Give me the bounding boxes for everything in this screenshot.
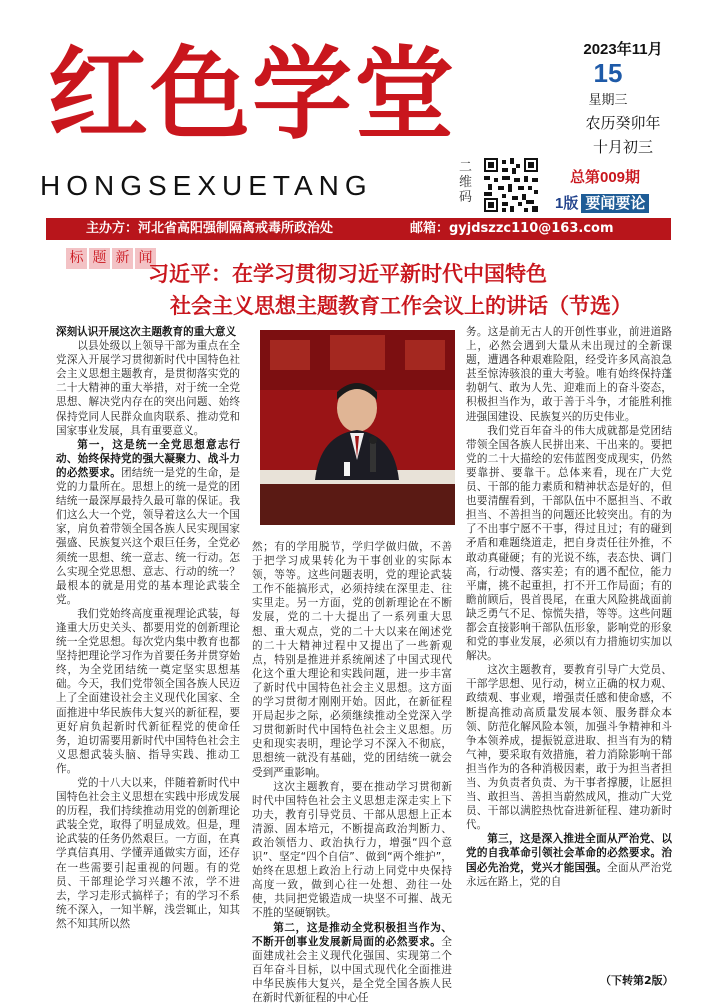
- date-year-month: 2023年11月: [583, 41, 663, 58]
- paragraph: 党的十八大以来，伴随着新时代中国特色社会主义思想在实践中形成发展的历程，我们持续推动用党的创新理论武装全党，取得了明显成效。但是，理论武装的任务仍然艰巨。一方面，在真学真信真用、学懂弄通做实方面，还存在一些需要引起重视的问题。有的党员、干部理论学习兴趣不浓，学不进去，学习走形式搞样子；有的学习不系统不深入，一知半解，浅尝辄止，知其然不知其所以然: [56, 777, 240, 930]
- section-heading: 深刻认识开展这次主题教育的重大意义: [56, 326, 237, 338]
- paragraph: 然；有的学用脱节，学归学做归做，不善于把学习成果转化为干事创业的实际本领，等等。这些问题表明，党的理论武装工作不能搞形式，必须持续在深里走、往实里走。另一方面，党的创新理论在不断发展，党的二十大提出了一系列重大思想、重大观点，党的二十大以来在阐述党的二十大精神过程中又提出了一些新观点，特别是推进并系统阐述了中国式现代化这个重大理论和实践问题，进一步丰富了新时代中国特色社会主义思想。这方面的学习贯彻才刚刚开始。因此，在新征程开局起步之际，必须继续推动全党深入学习贯彻新时代中国特色社会主义思想。历史和现实表明，理论学习不深入不彻底，思想统一就没有基础，党的团结统一就会受到严重影响。: [252, 541, 452, 779]
- article-column-2: [252, 540, 452, 1004]
- paragraph: 这次主题教育，要在推动学习贯彻新时代中国特色社会主义思想走深走实上下功夫，教育引导党员、干部从思想上正本清源、固本培元，不断提高政治判断力、政治领悟力、政治执行力，增强“四个意识”、坚定“四个自信”、做到“两个维护”，始终在思想上政治上行动上同党中央保持高度一致，做到心往一处想、劲往一处使，共同把党锻造成一块坚不可摧、战无不胜的坚硬钢铁。: [252, 780, 452, 920]
- date-weekday: 星期三: [588, 92, 628, 107]
- paragraph: 务。这是前无古人的开创性事业，前进道路上，必然会遇到大量从未出现过的全新课题，遭遇各种艰难险阻，经受许多风高浪急甚至惊涛骇浪的重大考验。唯有始终保持蓬勃朝气、敢为人先、迎难而上的奋斗姿态，积极担当作为，敢于善于斗争，才能胜利推进强国建设、民族复兴的历史伟业。: [466, 326, 672, 423]
- edition-page: 1版: [555, 195, 579, 212]
- tag-char: 题: [89, 248, 110, 269]
- headline-tag: [66, 248, 156, 269]
- tag-char: 新: [112, 248, 133, 269]
- tag-char: 标: [66, 248, 87, 269]
- paragraph: 全面从严治党永远在路上，党的自: [466, 861, 673, 888]
- article-column-1: [56, 325, 240, 985]
- paragraph: 以县处级以上领导干部为重点在全党深入开展学习贯彻新时代中国特色社会主义思想主题教育，是贯彻落实党的二十大精神的重大举措，对于统一全党思想、解决党内存在的突出问题、始终保持党同人民群众血肉联系、推动党和国家事业发展，具有重要意义。: [56, 340, 240, 437]
- speaker-photo-icon: [260, 330, 455, 525]
- qr-code-icon: [482, 156, 540, 214]
- masthead-pinyin: HONGSEXUETANG: [40, 170, 373, 201]
- paragraph: 这次主题教育，要教育引导广大党员、干部学思想、见行动，树立正确的权力观、政绩观、事业观，增强责任感和使命感，不断提高推动高质量发展本领、服务群众本领、防范化解风险本领，加强斗争精神和斗争本领养成，提振锐意进取、担当有为的精气神，要采取有效措施，着力消除影响干部担当作为的各种消极因素，敢于为担当者担当、为负责者负责、为干事者撑腰，让愿担当、敢担当、善担当蔚然成风，推动广大党员、干部以满腔热忱奋进新征程、建功新时代。: [466, 664, 672, 832]
- edition-section: 要闻要论: [581, 194, 649, 213]
- paragraph: 团结统一是党的生命，是党的力量所在。思想上的统一是党的团结统一最深厚最持久最可靠的保证。我们这么大一个党，领导着这么大一个国家，肩负着带领全国各族人民实现国家强盛、民族复兴这个艰巨任务，全党必须统一思想、统一意志、统一行动。怎么实现全党思想、意志、行动的统一？最根本的就是用党的基本理论武装全党。: [56, 466, 241, 606]
- paragraph: 我们党始终高度重视理论武装，每逢重大历史关头、都要用党的创新理论统一全党思想。每次党内集中教育也都坚持把理论学习作为首要任务并贯穿始终，为全党团结统一奠定坚实思想基础。今天，我们党带领全国各族人民迈上了全面建设社会主义现代化国家、全面推进中华民族伟大复兴的新征程，要更好肩负起新时代新征程党的使命任务，迫切需要用新时代中国特色社会主义思想武装头脑、指导实践、推动工作。: [56, 607, 240, 775]
- sponsor-text: 主办方：河北省高阳强制隔离戒毒所政治处: [86, 221, 334, 236]
- date-block: [548, 38, 698, 157]
- qr-label: 二维码: [459, 160, 473, 205]
- issue-number: 总第009期: [570, 169, 641, 186]
- date-lunar-year: 农历癸卯年: [585, 115, 661, 132]
- paragraph: 我们党百年奋斗的伟大成就都是党团结带领全国各族人民拼出来、干出来的。要把党的二十大描绘的宏伟蓝图变成现实，仍然要靠拼、要靠干。总体来看，现在广大党员、干部的能力素质和精神状态是好的，但也要清醒看到，干部队伍中不愿担当、不敢担当、不善担当的问题还比较突出。有的为了不出事宁愿不干事，得过且过；有的碰到矛盾和难题绕道走，把自身责任往外推，不敢动真碰硬；有的光说不练，表态快、调门高，行动慢、落实差；有的遇不配位，能力平庸，挑不起重担，打不开工作局面；有的瞻前顾后，畏首畏尾，在重大风险挑战面前缺乏勇气不足、惊慌失措，等等。这些问题都会直接影响干部队伍形象，影响党的形象和党的事业发展，必须以有力措施切实加以解决。: [466, 424, 672, 663]
- tag-char: 闻: [135, 248, 156, 269]
- paragraph: 全面建成社会主义现代化强国、实现第二个百年奋斗目标，以中国式现代化全面推进中华民族伟大复兴，是全党全国各族人民在新时代新征程的中心任: [252, 935, 452, 1004]
- paragraph-lead: 第三，这是深入推进全面从严治党、以党的自我革命引领社会革命的必然要求。治国必先治党，党兴才能国强。: [466, 833, 672, 874]
- date-lunar-day: 十月初三: [592, 139, 653, 156]
- email-text: 邮箱：gyjdszzc110@163.com: [410, 221, 614, 236]
- paragraph-lead: 第一，这是统一全党思想意志行动、始终保持党的强大凝聚力、战斗力的必然要求。: [56, 438, 240, 479]
- sponsor-bar: [46, 218, 671, 240]
- edition-row: [555, 192, 649, 213]
- paragraph-lead: 第二，这是推动全党积极担当作为、不断开创事业发展新局面的必然要求。: [252, 921, 452, 948]
- continued-note: （下转第2版）: [600, 974, 674, 987]
- article-column-3: [466, 325, 672, 985]
- headline-line2: 社会主义思想主题教育工作会议上的讲话（节选）: [170, 294, 632, 318]
- news-photo: [260, 330, 455, 525]
- masthead-title: 红色学堂: [48, 35, 456, 153]
- date-day: 15: [593, 58, 623, 88]
- headline-line1: 习近平：在学习贯彻习近平新时代中国特色: [148, 262, 547, 286]
